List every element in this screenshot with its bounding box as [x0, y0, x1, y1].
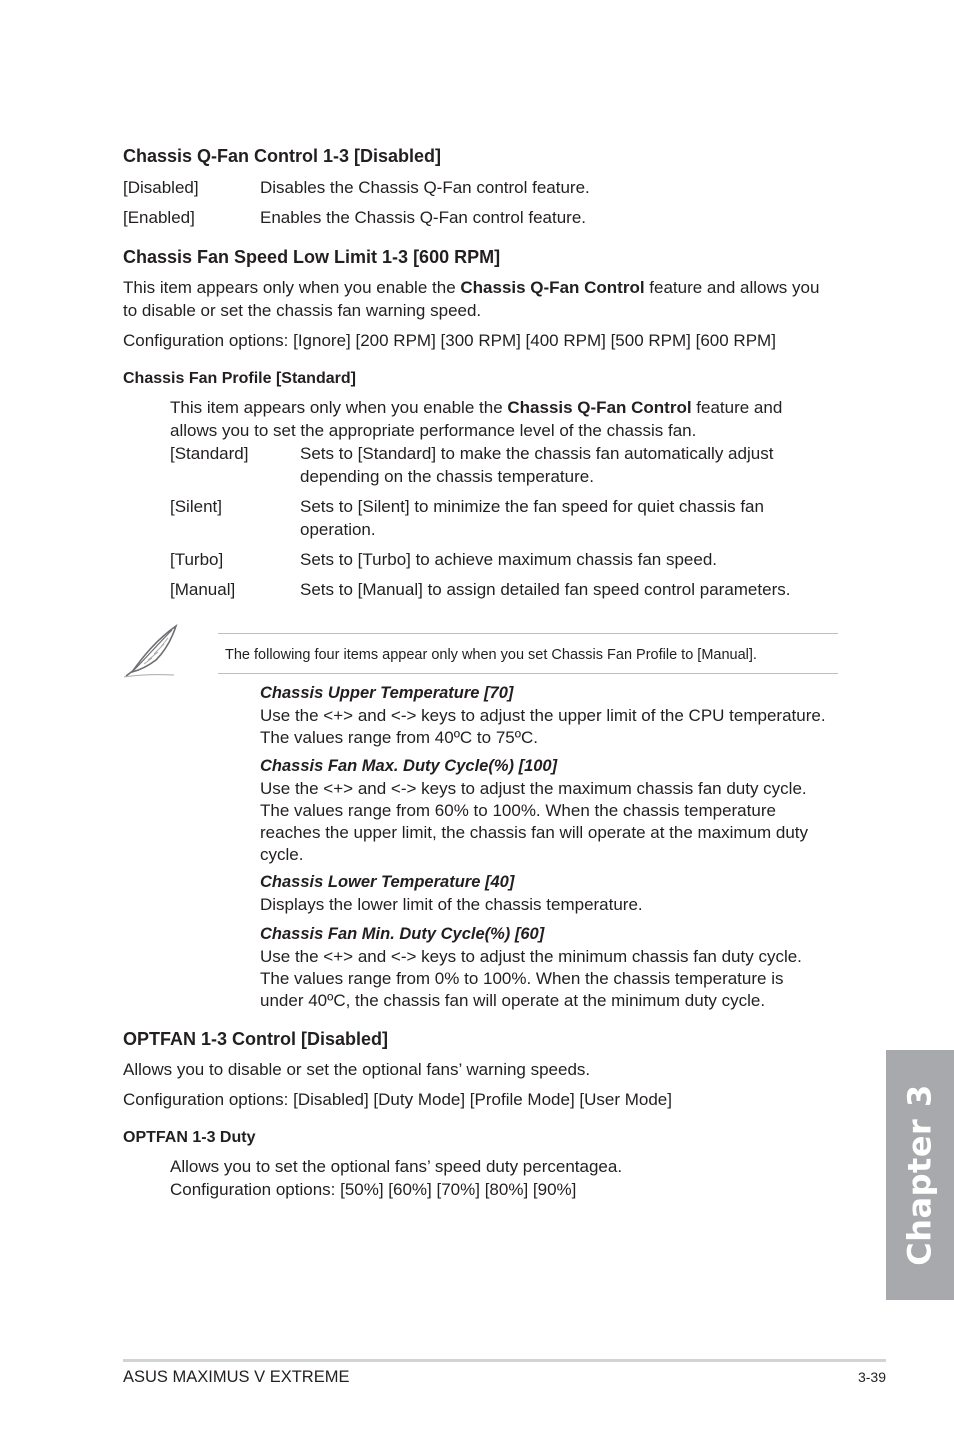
footer-product-name: ASUS MAXIMUS V EXTREME: [123, 1368, 350, 1386]
manual-item-line: Use the <+> and <-> keys to adjust the upper limit of the CPU temperature.: [260, 706, 826, 725]
feather-pen-icon: [122, 622, 180, 678]
profile-description-line2: allows you to set the appropriate performance level of the chassis fan.: [170, 421, 697, 440]
manual-item-title: Chassis Fan Max. Duty Cycle(%) [100]: [260, 757, 558, 775]
optduty-heading: OPTFAN 1-3 Duty: [123, 1129, 256, 1146]
qfan-option-desc: Disables the Chassis Q-Fan control feature.: [260, 178, 590, 197]
note-text: The following four items appear only when you set Chassis Fan Profile to [Manual].: [225, 647, 757, 663]
profile-heading: Chassis Fan Profile [Standard]: [123, 370, 356, 387]
page-number: 3-39: [857, 1369, 886, 1385]
manual-item-line: The values range from 60% to 100%. When the chassis temperature: [260, 801, 776, 820]
qfan-option-label: [Enabled]: [123, 208, 195, 227]
manual-item-line: The values range from 0% to 100%. When the chassis temperature is: [260, 969, 784, 988]
profile-option-desc-line2: operation.: [300, 520, 376, 539]
profile-option-desc: Sets to [Standard] to make the chassis fan automatically adjust: [300, 444, 774, 463]
manual-item-line: The values range from 40ºC to 75ºC.: [260, 728, 538, 747]
manual-item-line: reaches the upper limit, the chassis fan will operate at the maximum duty: [260, 823, 809, 842]
note-bottom-rule: [218, 673, 838, 674]
manual-item-line: Use the <+> and <-> keys to adjust the maximum chassis fan duty cycle.: [260, 779, 807, 798]
note-top-rule: [218, 633, 838, 634]
qfan-option-desc: Enables the Chassis Q-Fan control feature.: [260, 208, 586, 227]
manual-item-line: cycle.: [260, 845, 304, 864]
manual-item-title: Chassis Fan Min. Duty Cycle(%) [60]: [260, 925, 545, 943]
profile-option-label: [Manual]: [170, 580, 236, 599]
footer-rule: [123, 1359, 886, 1362]
profile-option-desc: Sets to [Silent] to minimize the fan speed for quiet chassis fan: [300, 497, 764, 516]
optfan-heading: OPTFAN 1-3 Control [Disabled]: [123, 1029, 389, 1049]
manual-item-line: Use the <+> and <-> keys to adjust the minimum chassis fan duty cycle.: [260, 947, 802, 966]
lowlimit-config-options: Configuration options: [Ignore] [200 RPM] [300 RPM] [400 RPM] [500 RPM] [600 RPM]: [123, 331, 776, 350]
qfan-option-label: [Disabled]: [123, 178, 199, 197]
manual-item-title: Chassis Lower Temperature [40]: [260, 873, 515, 891]
profile-option-desc: Sets to [Turbo] to achieve maximum chassis fan speed.: [300, 550, 718, 569]
profile-option-desc-line2: depending on the chassis temperature.: [300, 467, 594, 486]
profile-option-desc: Sets to [Manual] to assign detailed fan speed control parameters.: [300, 580, 791, 599]
qfan-heading: Chassis Q-Fan Control 1-3 [Disabled]: [123, 146, 442, 166]
manual-item-line: Displays the lower limit of the chassis temperature.: [260, 895, 643, 914]
lowlimit-heading: Chassis Fan Speed Low Limit 1-3 [600 RPM]: [123, 247, 501, 267]
optfan-description: Allows you to disable or set the optional fans’ warning speeds.: [123, 1060, 591, 1079]
profile-option-label: [Turbo]: [170, 550, 224, 569]
profile-option-label: [Standard]: [170, 444, 249, 463]
profile-option-label: [Silent]: [170, 497, 222, 516]
lowlimit-description: This item appears only when you enable the Chassis Q-Fan Control feature and allows you: [123, 278, 820, 297]
manual-item-title: Chassis Upper Temperature [70]: [260, 684, 514, 702]
profile-description: This item appears only when you enable the Chassis Q-Fan Control feature and: [170, 398, 783, 417]
optduty-config-options: Configuration options: [50%] [60%] [70%] [80%] [90%]: [170, 1180, 577, 1199]
optduty-description: Allows you to set the optional fans’ speed duty percentagea.: [170, 1157, 623, 1176]
optfan-config-options: Configuration options: [Disabled] [Duty Mode] [Profile Mode] [User Mode]: [123, 1090, 672, 1109]
chapter-tab-label: Chapter 3: [900, 1084, 939, 1266]
lowlimit-description-line2: to disable or set the chassis fan warning speed.: [123, 301, 482, 320]
chapter-tab: [886, 1050, 954, 1300]
manual-item-line: under 40ºC, the chassis fan will operate at the minimum duty cycle.: [260, 991, 766, 1010]
